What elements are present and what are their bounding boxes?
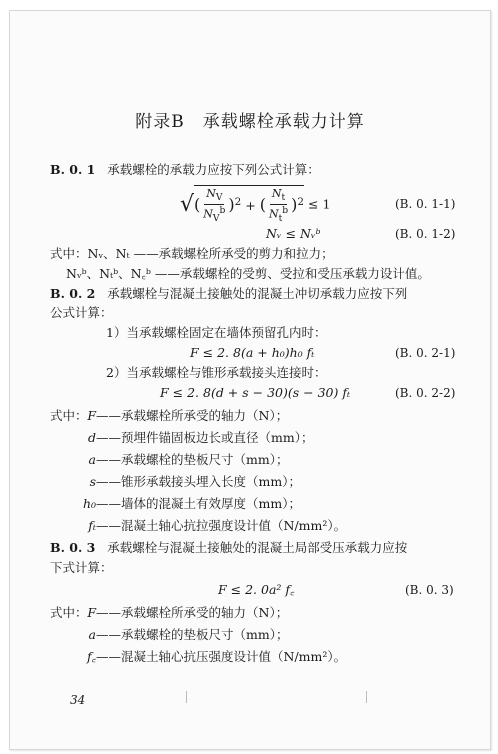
- definition-row: a——承载螺栓的垫板尺寸（mm）；: [88, 452, 289, 467]
- definition-row: F——承载螺栓所承受的轴力（N）；: [87, 408, 289, 423]
- formula-b01-1: √( $\frac{N_V}{N_V^b}$ )$^2$ + ( $\frac{N_t}{N_t^b}$ )$^2$ ≤ 1: [180, 185, 330, 225]
- clause-text: 承载螺栓的承载力应按下列公式计算：: [107, 162, 320, 177]
- equation-number: (B. 0. 1-2): [395, 227, 456, 241]
- equation-number: (B. 0. 1-1): [395, 197, 456, 211]
- formula-b02-2: F ≤ 2. 8(d + s − 30)(s − 30) fₜ: [160, 385, 351, 400]
- clause-text-cont: 下式计算：: [50, 560, 113, 575]
- clause-label: B. 0. 2: [50, 286, 96, 301]
- clause-label: B. 0. 3: [50, 540, 96, 555]
- formula-b01-2: Nᵥ ≤ Nᵥᵇ: [266, 226, 321, 241]
- where-line: 式中：Nᵥ、Nₜ ——承载螺栓所承受的剪力和拉力；: [50, 246, 334, 261]
- list-item: 2）当承载螺栓与锥形承载接头连接时：: [106, 365, 327, 380]
- equation-number: (B. 0. 2-1): [395, 346, 456, 360]
- formula-b03: F ≤ 2. 0a² f꜀: [218, 582, 295, 597]
- clause-label: B. 0. 1: [50, 162, 96, 177]
- definition-row: fₜ——混凝土轴心抗拉强度设计值（N/mm²）。: [88, 518, 347, 533]
- appendix-title: 附录B 承载螺栓承载力计算: [135, 112, 365, 132]
- document-page: [9, 10, 491, 750]
- clause-text-cont: 公式计算：: [50, 305, 113, 320]
- clause-text: 承载螺栓与混凝土接触处的混凝土局部受压承载力应按: [107, 540, 408, 555]
- definition-row: s——锥形承载接头埋入长度（mm）；: [89, 474, 301, 489]
- crop-mark: [366, 691, 367, 703]
- clause-b01: [50, 161, 320, 179]
- where-prefix: 式中：: [50, 605, 88, 620]
- page-number: 34: [70, 693, 86, 707]
- definition-row: h₀——墙体的混凝土有效厚度（mm）；: [82, 496, 301, 511]
- definition-row: a——承载螺栓的垫板尺寸（mm）；: [88, 627, 289, 642]
- clause-b02: [50, 285, 407, 303]
- equation-number: (B. 0. 2-2): [395, 386, 456, 400]
- clause-b03: [50, 539, 407, 557]
- formula-rhs: ≤ 1: [308, 196, 331, 212]
- list-item: 1）当承载螺栓固定在墙体预留孔内时：: [106, 325, 327, 340]
- formula-b02-1: F ≤ 2. 8(a + h₀)h₀ fₜ: [190, 345, 315, 360]
- crop-mark: [186, 691, 187, 703]
- clause-text: 承载螺栓与混凝土接触处的混凝土冲切承载力应按下列: [107, 286, 408, 301]
- where-line: Nᵥᵇ、Nₜᵇ、N꜀ᵇ ——承载螺栓的受剪、受拉和受压承载力设计值。: [66, 266, 430, 281]
- definition-row: F——承载螺栓所承受的轴力（N）；: [87, 605, 289, 620]
- where-prefix: 式中：: [50, 408, 88, 423]
- definition-row: d——预埋件锚固板边长或直径（mm）；: [87, 430, 314, 445]
- definition-row: f꜀——混凝土轴心抗压强度设计值（N/mm²）。: [87, 649, 347, 664]
- equation-number: (B. 0. 3): [405, 583, 454, 597]
